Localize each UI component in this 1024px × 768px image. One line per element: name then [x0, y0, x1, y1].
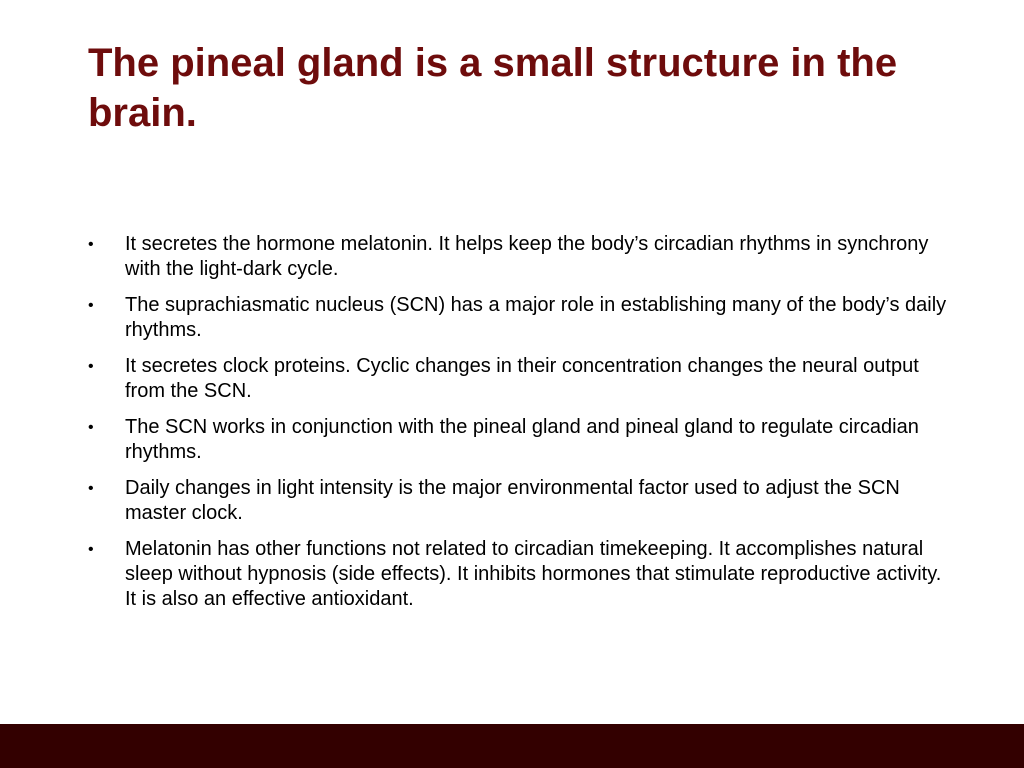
- bullet-list: [88, 232, 948, 623]
- bullet-item: [88, 354, 948, 404]
- bullet-dot-icon: •: [88, 541, 94, 558]
- bullet-text: It secretes clock proteins. Cyclic changes in their concentration changes the neural output from the SCN.: [125, 355, 919, 402]
- bullet-text: Daily changes in light intensity is the major environmental factor used to adjust the SCN master clock.: [125, 477, 900, 524]
- bullet-item: [88, 415, 948, 465]
- bullet-item: [88, 232, 948, 282]
- bullet-text: Melatonin has other functions not related to circadian timekeeping. It accomplishes natural sleep without hypnosis (side effects). It inhibits hormones that stimulate reproductive activity. It is also an effective antioxidant.: [125, 538, 942, 610]
- bullet-text: It secretes the hormone melatonin. It helps keep the body’s circadian rhythms in synchrony with the light-dark cycle.: [125, 233, 929, 280]
- bullet-item: [88, 537, 948, 612]
- bullet-dot-icon: •: [88, 297, 94, 314]
- bullet-dot-icon: •: [88, 358, 94, 375]
- bullet-text: The SCN works in conjunction with the pineal gland and pineal gland to regulate circadian rhythms.: [125, 416, 919, 463]
- bullet-dot-icon: •: [88, 480, 94, 497]
- slide-title: The pineal gland is a small structure in the brain.: [88, 41, 898, 135]
- bullet-text: The suprachiasmatic nucleus (SCN) has a major role in establishing many of the body’s daily rhythms.: [125, 294, 947, 341]
- bullet-item: [88, 476, 948, 526]
- bullet-item: [88, 293, 948, 343]
- bullet-dot-icon: •: [88, 236, 94, 253]
- footer-bar: [0, 724, 1024, 768]
- bullet-dot-icon: •: [88, 419, 94, 436]
